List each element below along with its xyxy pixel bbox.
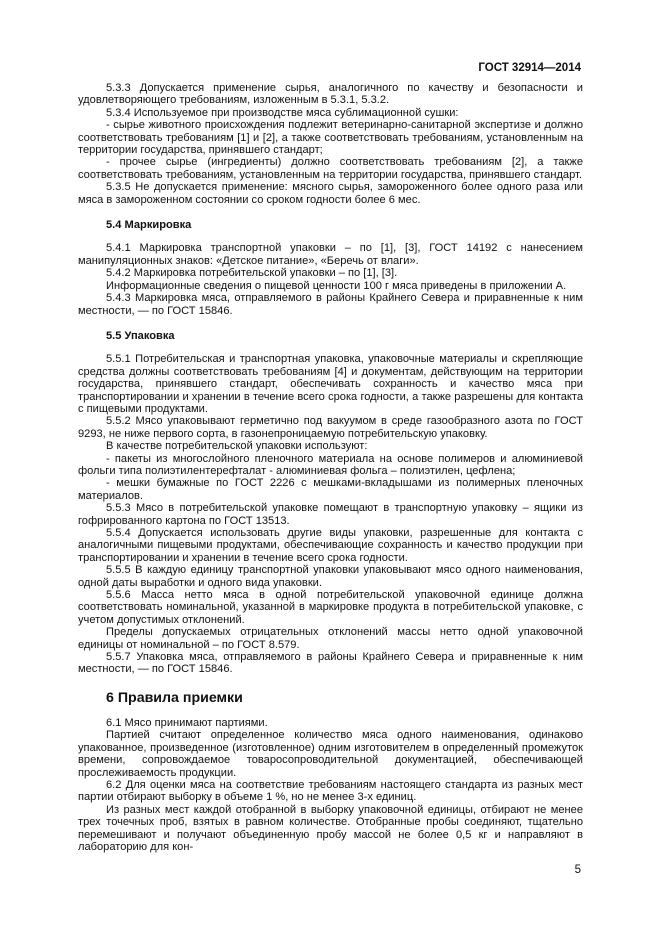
paragraph-5-5-4: 5.5.4 Допускается использовать другие виды упаковки, разрешенные для контакта с аналогичными пищевыми продуктами, обеспечивающие сохранность и качество продукции при транспортировании и хранении в течение всего срока годности. (78, 527, 583, 564)
paragraph-5-5-6: 5.5.6 Масса нетто мяса в одной потребительской упаковочной единице должна соответствовать номинальной, указанной в маркировке продукта в потребительской упаковке, с учетом допустимых отклонений. (78, 589, 583, 626)
paragraph-5-3-5: 5.3.5 Не допускается применение: мясного сырья, замороженного более одного раза или мяса в замороженном состоянии со сроком годности более 6 мес. (78, 181, 583, 206)
chapter-heading-6: 6 Правила приемки (106, 689, 243, 706)
paragraph-5-5-2: 5.5.2 Мясо упаковывают герметично под вакуумом в среде газообразного азота по ГОСТ 9293, не ниже первого сорта, в газонепроницаемую потребительскую упаковку. (78, 415, 583, 440)
list-item-animal-raw: - сырье животного происхождения подлежит ветеринарно-санитарной экспертизе и должно соответствовать требованиям [1] и [2], а также соответствовать требованиям, установленным на территории государства, принявшего стандарт; (78, 119, 583, 157)
page-content (78, 82, 583, 853)
paragraph-5-5-3: 5.5.3 Мясо в потребительской упаковке помещают в транспортную упаковку – ящики из гофрированного картона по ГОСТ 13513. (78, 502, 583, 527)
paragraph-nutrition-info: Информационные сведения о пищевой ценности 100 г мяса приведены в приложении А. (106, 279, 567, 292)
paragraph-5-5-7: 5.5.7 Упаковка мяса, отправляемого в районы Крайнего Севера и приравненные к ним местности, — по ГОСТ 15846. (78, 651, 583, 676)
paragraph-tolerance-limits: Пределы допускаемых отрицательных отклонений массы нетто одной упаковочной единицы от номинальной – по ГОСТ 8.579. (78, 626, 583, 651)
paragraph-6-1: 6.1 Мясо принимают партиями. (106, 716, 268, 729)
list-item-other-raw: - прочее сырье (ингредиенты) должно соответствовать требованиям [2], а также соответствовать требованиям, установленным на территории государства, принявшего стандарт. (78, 156, 583, 181)
paragraph-sampling: Из разных мест каждой отобранной в выборку упаковочной единицы, отбирают не менее трех точечных проб, взятых в равном количестве. Отобранные пробы соединяют, тщательно перемешивают и получают объединенную пробу массой не более 0,5 кг и направляют в лабораторию для кон- (78, 803, 583, 853)
paragraph-6-2: 6.2 Для оценки мяса на соответствие требованиям настоящего стандарта из разных мест партии отбирают выборку в объеме 1 %, но не менее 3-х единиц. (78, 778, 583, 804)
paragraph-5-4-1: 5.4.1 Маркировка транспортной упаковки – по [1], [3], ГОСТ 14192 с нанесением манипуляционных знаков: «Детское питание», «Беречь от влаги». (78, 242, 583, 267)
list-item-multilayer-bags: - пакеты из многослойного пленочного материала на основе полимеров и алюминиевой фольги типа полиэтилентерефталат - алюминиевая фольга – полиэтилен, цефлена; (78, 452, 583, 477)
document-code: ГОСТ 32914—2014 (478, 62, 581, 74)
page-number: 5 (574, 864, 581, 876)
section-heading-5-5: 5.5 Упаковка (106, 329, 175, 342)
paragraph-5-5-1: 5.5.1 Потребительская и транспортная упаковка, упаковочные материалы и скрепляющие средства должны соответствовать требованиям [4] и документам, действующим на территории государства, принявшего стандарт, обеспечивать сохранность и качество мяса при транспортировании и хранении в течение всего срока годности, а также разрешены для контакта с пищевыми продуктами. (78, 353, 583, 415)
paragraph-5-4-2: 5.4.2 Маркировка потребительской упаковки – по [1], [3]. (106, 267, 398, 280)
section-heading-5-4: 5.4 Маркировка (106, 219, 192, 232)
paragraph-5-5-5: 5.5.5 В каждую единицу транспортной упаковки упаковывают мясо одного наименования, одной даты выработки и одного вида упаковки. (78, 564, 583, 589)
paragraph-consumer-packaging: В качестве потребительской упаковки используют: (106, 440, 368, 453)
paragraph-batch-definition: Партией считают определенное количество мяса одного наименования, одинаково упакованное, произведенное (изготовленное) одним изготовителем в определенный промежуток времени, сопровождаемое товаросопроводительной документацией, обеспечивающей прослеживаемость продукции. (78, 729, 583, 779)
paragraph-5-3-4: 5.3.4 Используемое при производстве мяса сублимационной сушки: (106, 106, 459, 119)
paragraph-5-4-3: 5.4.3 Маркировка мяса, отправляемого в районы Крайнего Севера и приравненные к ним местности, — по ГОСТ 15846. (78, 292, 583, 317)
list-item-paper-bags: - мешки бумажные по ГОСТ 2226 с мешками-вкладышами из полимерных пленочных материалов. (78, 477, 583, 502)
paragraph-5-3-3: 5.3.3 Допускается применение сырья, аналогичного по качеству и безопасности и удовлетворяющего требованиям, изложенным в 5.3.1, 5.3.2. (78, 82, 583, 107)
